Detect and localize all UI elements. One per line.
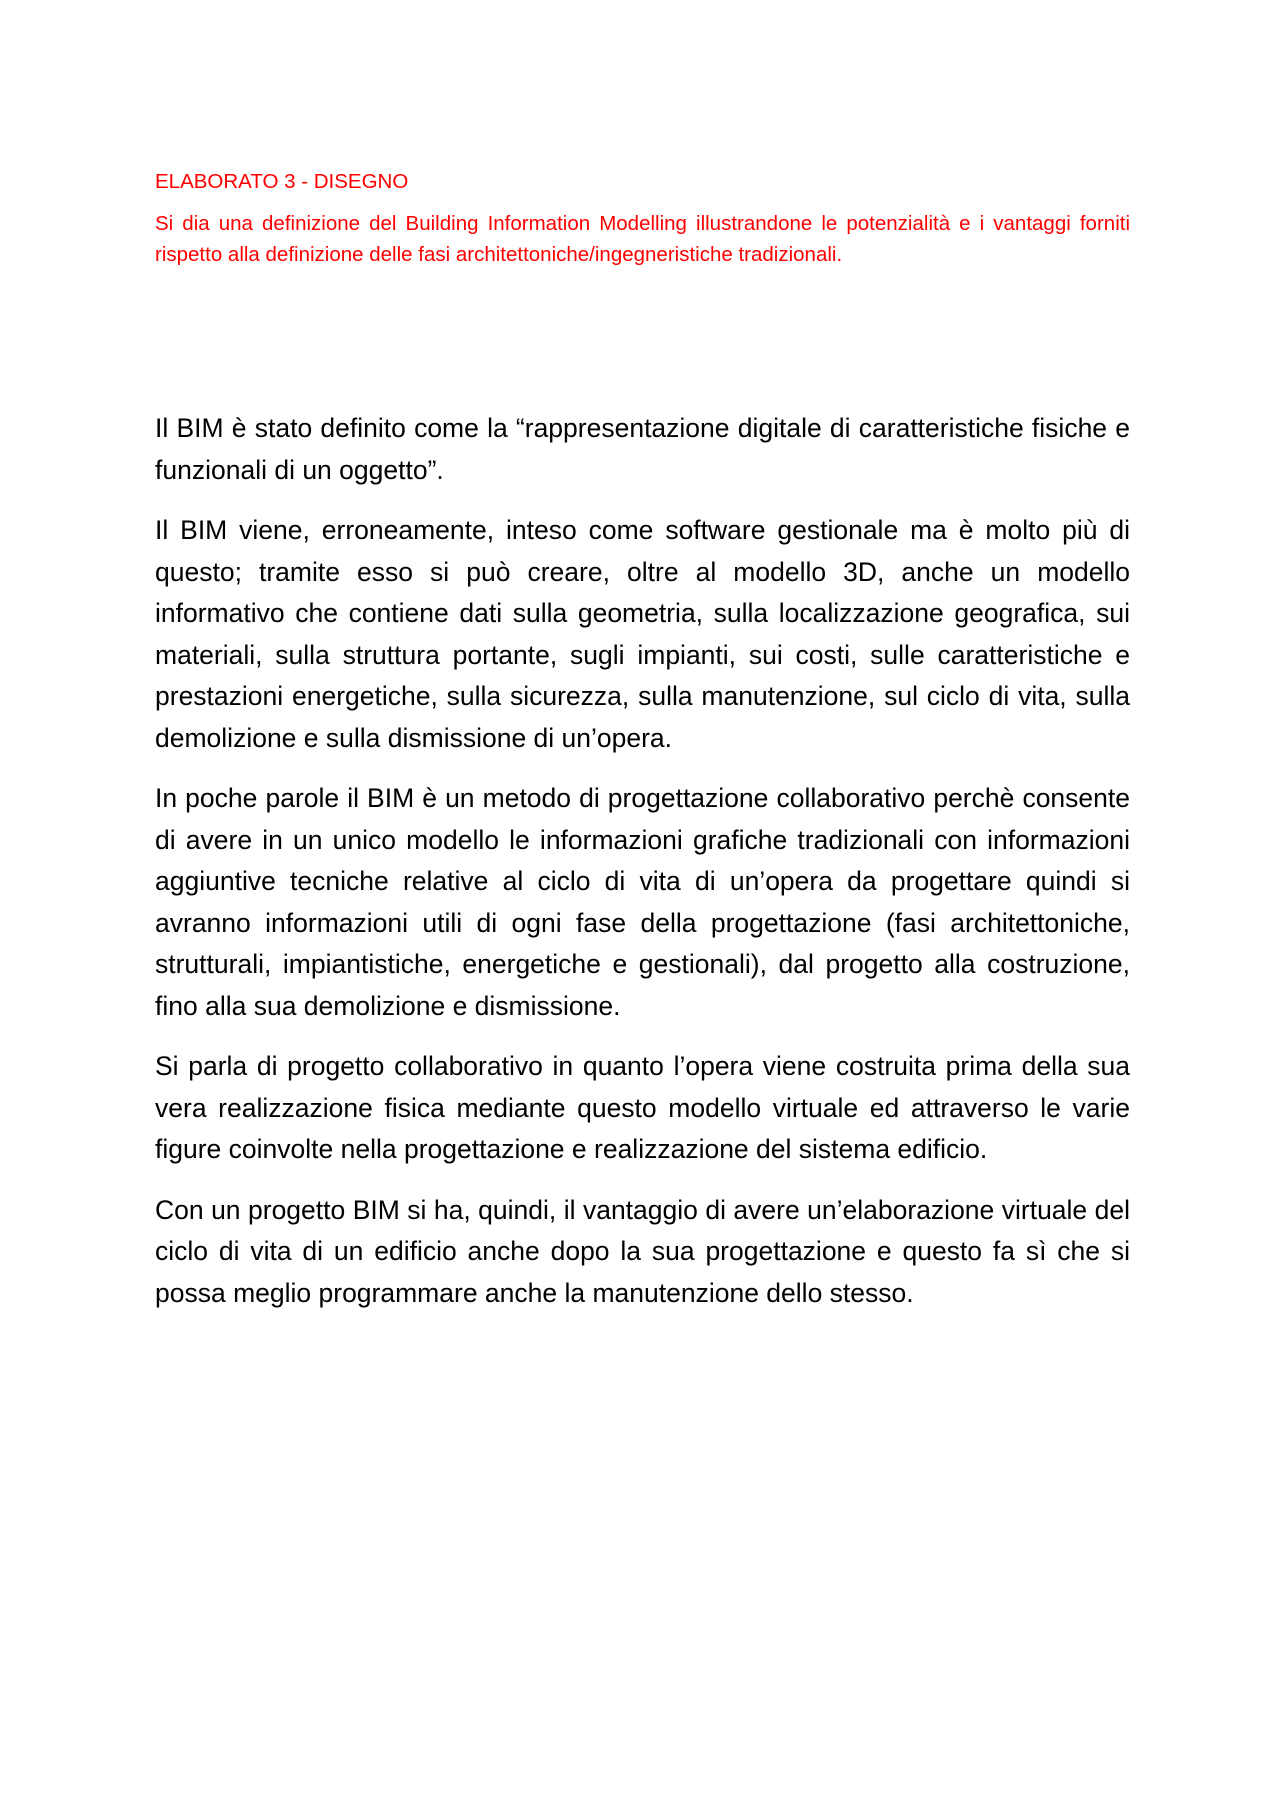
body-paragraph-5: Con un progetto BIM si ha, quindi, il vantaggio di avere un’elaborazione virtuale del ciclo di vita di un edificio anche dopo la sua progettazione e questo fa sì che si possa meglio programmare anche la manutenzione dello stesso. xyxy=(155,1194,1130,1308)
body-paragraph-1: Il BIM è stato definito come la “rappresentazione digitale di caratteristiche fisiche e funzionali di un oggetto”. xyxy=(155,413,1130,485)
document-body xyxy=(155,408,1130,1314)
document-page xyxy=(155,170,1130,1333)
assignment-prompt: Si dia una definizione del Building Information Modelling illustrandone le potenzialità e i vantaggi forniti rispetto alla definizione delle fasi architettoniche/ingegneristiche tradizionali. xyxy=(155,212,1130,266)
document-heading: ELABORATO 3 - DISEGNO xyxy=(155,170,409,193)
body-paragraph-4: Si parla di progetto collaborativo in quanto l’opera viene costruita prima della sua vera realizzazione fisica mediante questo modello virtuale ed attraverso le varie figure coinvolte nella progettazione e realizzazione del sistema edificio. xyxy=(155,1051,1130,1164)
body-paragraph-2: Il BIM viene, erroneamente, inteso come software gestionale ma è molto più di questo; tramite esso si può creare, oltre al modello 3D, anche un modello informativo che contiene dati sulla geometria, sulla localizzazione geografica, sui materiali, sulla struttura portante, sugli impianti, sui costi, sulle caratteristiche e prestazioni energetiche, sulla sicurezza, sulla manutenzione, sul ciclo di vita, sulla demolizione e sulla dismissione di un’opera. xyxy=(155,515,1130,753)
body-paragraph-3: In poche parole il BIM è un metodo di progettazione collaborativo perchè consente di avere in un unico modello le informazioni grafiche tradizionali con informazioni aggiuntive tecniche relative al ciclo di vita di un’opera da progettare quindi si avranno informazioni utili di ogni fase della progettazione (fasi architettoniche, strutturali, impiantistiche, energetiche e gestionali), dal progetto alla costruzione, fino alla sua demolizione e dismissione. xyxy=(155,783,1130,1021)
